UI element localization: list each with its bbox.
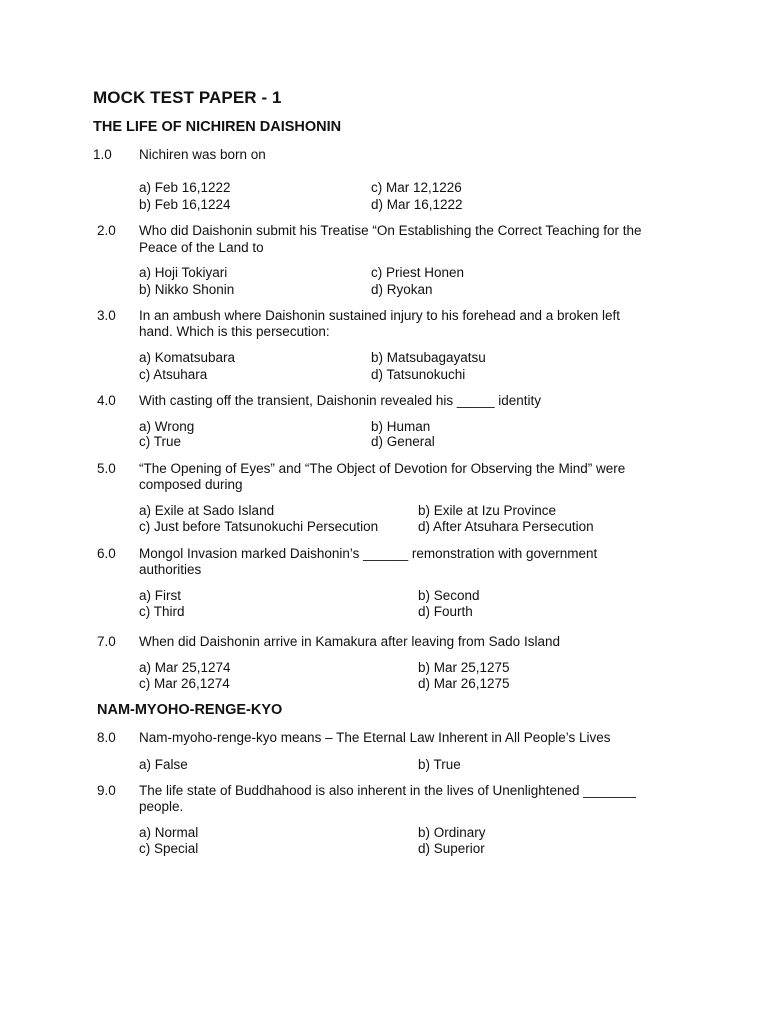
question-text: Nam-myoho-renge-kyo means – The Eternal Law Inherent in All People’s Lives — [139, 730, 611, 745]
option-c: c) True — [139, 434, 182, 449]
option-b: b) Matsubagayatsu — [371, 350, 486, 365]
question-number: 3.0 — [97, 308, 116, 323]
option-a: a) Feb 16,1222 — [139, 180, 231, 195]
option-b: b) Exile at Izu Province — [418, 503, 557, 518]
page-title: MOCK TEST PAPER - 1 — [93, 88, 282, 107]
question-text-line-2: authorities — [139, 562, 202, 577]
option-c: c) Priest Honen — [371, 265, 465, 280]
question-number: 6.0 — [97, 546, 116, 561]
question-number: 4.0 — [97, 393, 116, 408]
option-a: a) Mar 25,1274 — [139, 660, 231, 675]
option-b: b) Feb 16,1224 — [139, 197, 231, 212]
option-a: a) Komatsubara — [139, 350, 236, 365]
question-number: 5.0 — [97, 461, 116, 476]
option-d: d) Tatsunokuchi — [371, 367, 466, 382]
option-d: d) After Atsuhara Persecution — [418, 519, 594, 534]
question-text-line-1: Who did Daishonin submit his Treatise “On Establishing the Correct Teaching for the — [139, 223, 642, 238]
option-b: b) Human — [371, 419, 431, 434]
question-number: 7.0 — [97, 634, 116, 649]
option-d: d) Fourth — [418, 604, 473, 619]
option-d: d) Superior — [418, 841, 485, 856]
section-heading: NAM-MYOHO-RENGE-KYO — [97, 702, 283, 718]
option-b: b) Nikko Shonin — [139, 282, 235, 297]
option-c: c) Special — [139, 841, 199, 856]
option-c: c) Mar 12,1226 — [371, 180, 462, 195]
option-b: b) Mar 25,1275 — [418, 660, 510, 675]
option-a: a) False — [139, 757, 188, 772]
option-c: c) Just before Tatsunokuchi Persecution — [139, 519, 379, 534]
option-d: d) Ryokan — [371, 282, 433, 297]
question-number: 2.0 — [97, 223, 116, 238]
question-text-line-1: “The Opening of Eyes” and “The Object of Devotion for Observing the Mind” were — [139, 461, 626, 476]
option-a: a) Normal — [139, 825, 199, 840]
option-a: a) Wrong — [139, 419, 195, 434]
option-a: a) Exile at Sado Island — [139, 503, 275, 518]
option-c: c) Mar 26,1274 — [139, 676, 230, 691]
question-text: When did Daishonin arrive in Kamakura after leaving from Sado Island — [139, 634, 560, 649]
question-text-line-2: Peace of the Land to — [139, 240, 264, 255]
option-d: d) General — [371, 434, 435, 449]
question-number: 9.0 — [97, 783, 116, 798]
question-text-line-1: The life state of Buddhahood is also inherent in the lives of Unenlightened _______ — [139, 783, 636, 798]
question-text-line-2: people. — [139, 799, 184, 814]
question-text-line-1: In an ambush where Daishonin sustained injury to his forehead and a broken left — [139, 308, 621, 323]
section-heading: THE LIFE OF NICHIREN DAISHONIN — [93, 119, 342, 135]
option-b: b) True — [418, 757, 461, 772]
question-text-line-1: Mongol Invasion marked Daishonin’s ______ remonstration with government — [139, 546, 598, 561]
question-text: With casting off the transient, Daishonin revealed his _____ identity — [139, 393, 541, 408]
option-d: d) Mar 26,1275 — [418, 676, 510, 691]
option-c: c) Atsuhara — [139, 367, 208, 382]
option-d: d) Mar 16,1222 — [371, 197, 463, 212]
question-number: 1.0 — [93, 147, 112, 162]
option-b: b) Second — [418, 588, 480, 603]
option-c: c) Third — [139, 604, 185, 619]
question-text-line-2: composed during — [139, 477, 243, 492]
question-text-line-2: hand. Which is this persecution: — [139, 324, 330, 339]
option-a: a) First — [139, 588, 181, 603]
option-a: a) Hoji Tokiyari — [139, 265, 228, 280]
option-b: b) Ordinary — [418, 825, 486, 840]
question-text: Nichiren was born on — [139, 147, 266, 162]
question-number: 8.0 — [97, 730, 116, 745]
